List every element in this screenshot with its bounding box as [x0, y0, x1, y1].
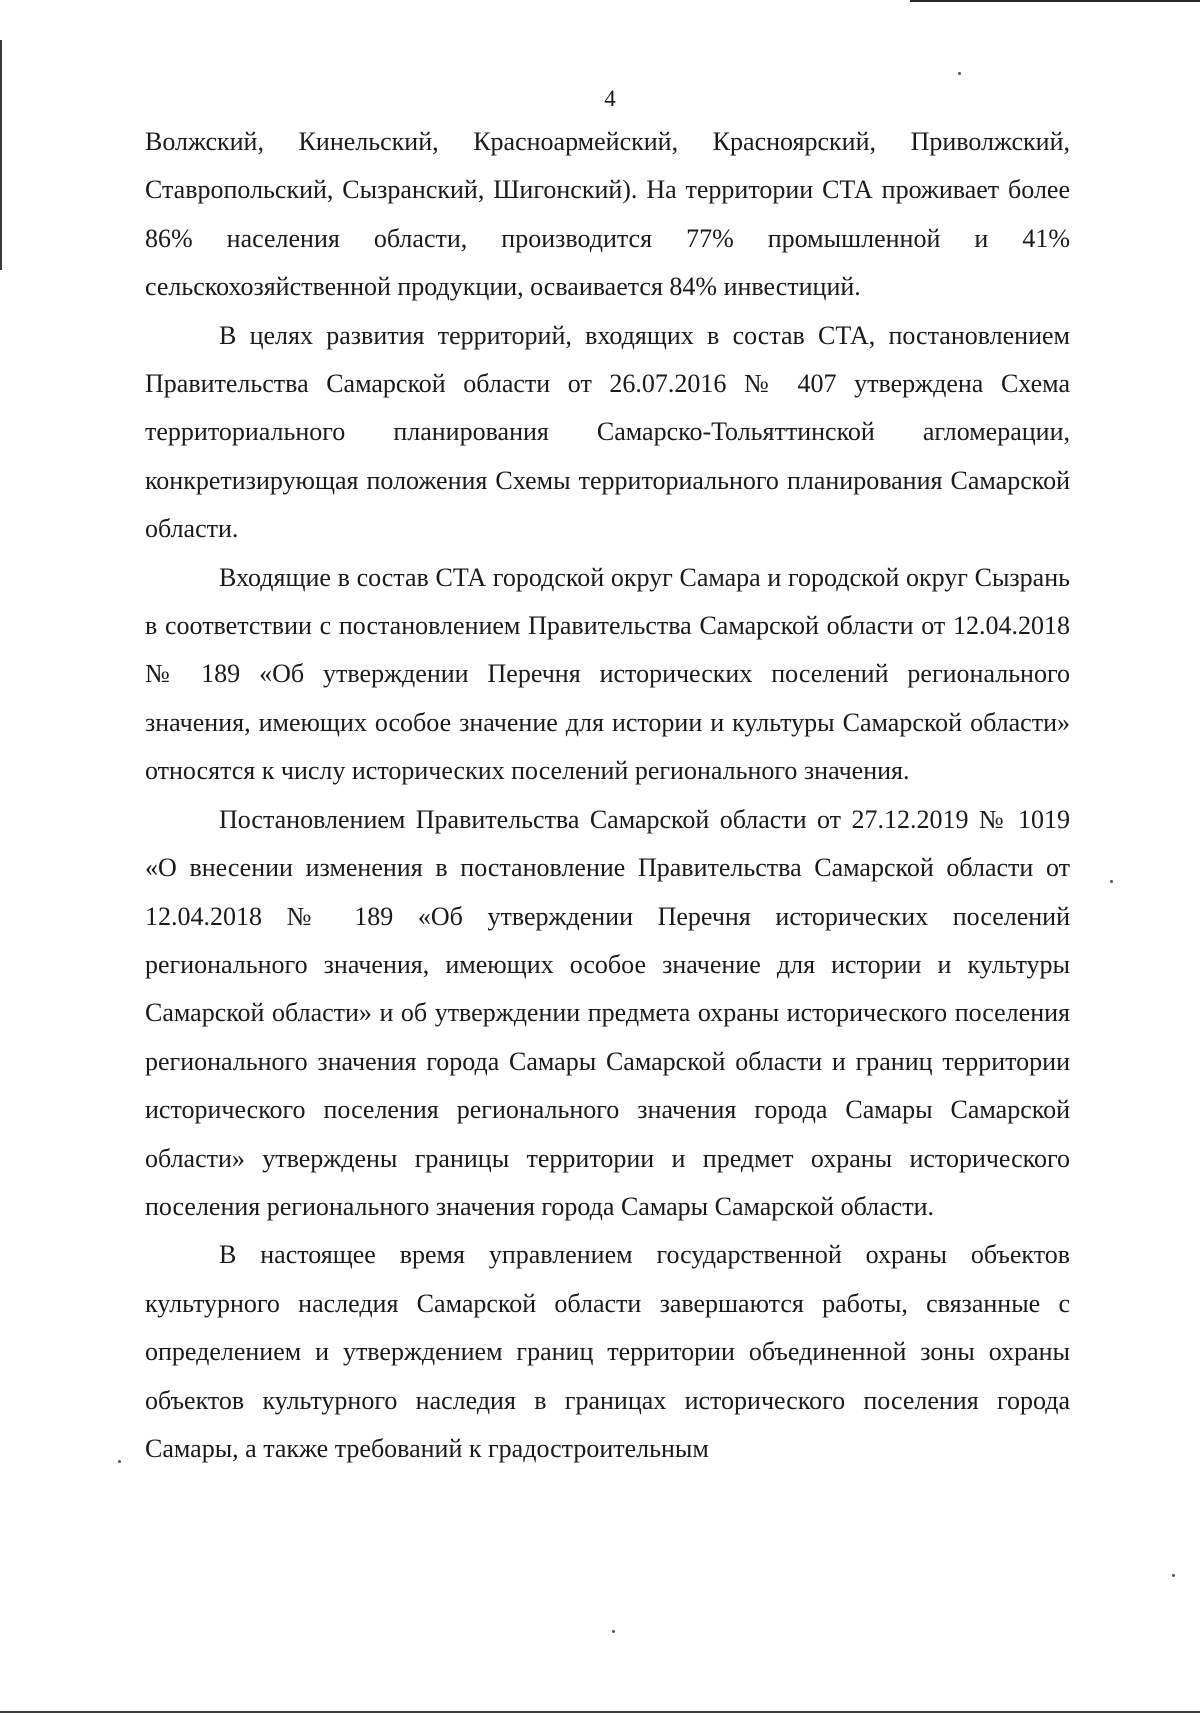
paragraph-continuation: Волжский, Кинельский, Красноармейский, Красноярский, Приволжский, Ставропольский, Сызранский, Шигонский). На территории СТА проживает более 86% населения области, производится 77% промышленной и 41% сельскохозяйственной продукции, осваивается 84% инвестиций.	[145, 127, 1070, 302]
paragraph-resolution-1019: Постановлением Правительства Самарской области от 27.12.2019 № 1019 «О внесении изменения в постановление Правительства Самарской области от 12.04.2018 № 189 «Об утверждении Перечня исторических поселений регионального значения, имеющих особое значение для истории и культуры Самарской области» и об утверждении предмета охраны исторического поселения регионального значения города Самары Самарской области и границ территории исторического поселения регионального значения города Самары Самарской области» утверждены границы территории и предмет охраны исторического поселения регионального значения города Самары Самарской области.	[145, 804, 1070, 1221]
scan-edge-bottom	[0, 1711, 1200, 1713]
scan-edge-top	[910, 0, 1200, 2]
paragraph-territorial-scheme: В целях развития территорий, входящих в состав СТА, постановлением Правительства Самарской области от 26.07.2016 № 407 утверждена Схема территориального планирования Самарско-Тольяттинской агломерации, конкретизирующая положения Схемы территориального планирования Самарской области.	[145, 320, 1070, 544]
paragraph-current-works: В настоящее время управлением государственной охраны объектов культурного наследия Самарской области завершаются работы, связанные с определением и утверждением границ территории объединенной зоны охраны объектов культурного наследия в границах исторического поселения города Самары, а также требований к градостроительным	[145, 1240, 1070, 1463]
scan-edge-left	[0, 40, 2, 270]
scan-speck	[612, 1630, 615, 1633]
scan-speck	[1110, 880, 1113, 883]
scan-speck	[118, 1460, 121, 1463]
scan-speck	[1172, 1574, 1175, 1577]
page-number: 4	[604, 86, 616, 111]
document-body	[145, 118, 1070, 1473]
scan-speck	[958, 72, 961, 75]
paragraph-historical-settlements: Входящие в состав СТА городской округ Самара и городской округ Сызрань в соответствии с постановлением Правительства Самарской области от 12.04.2018 № 189 «Об утверждении Перечня исторических поселений регионального значения, имеющих особое значение для истории и культуры Самарской области» относятся к числу исторических поселений регионального значения.	[145, 562, 1070, 786]
